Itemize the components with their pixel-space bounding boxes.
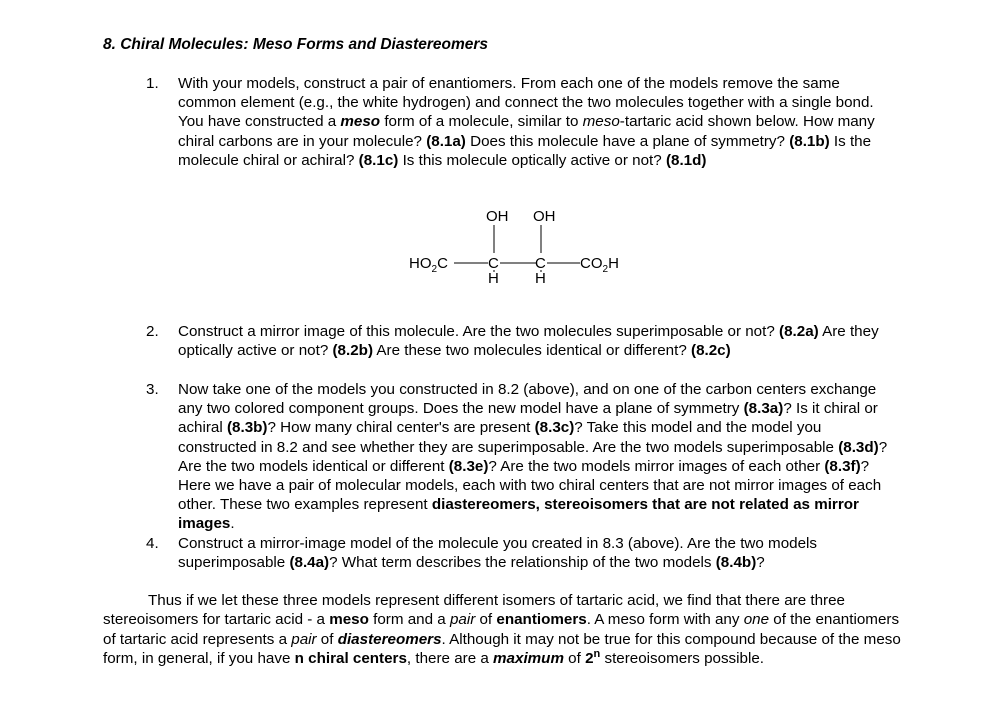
- meso-tartaric-acid-structure: [400, 200, 640, 290]
- carbon-left-label: C: [488, 255, 499, 272]
- section-title: 8. Chiral Molecules: Meso Forms and Diastereomers: [103, 36, 489, 53]
- item-text: Now take one of the models you constructed in 8.2 (above), and on one of the carbon centers exchange any two colored component groups. Does the new model have a plane of symmetry (8.3a)? Is it chiral or achiral (8.3b)? How many chiral center's are present (8.3c)? Take this model and the model you constructed in 8.2 and see whether they are superimposable. Are the two models superimposable (8.3d)? Are the two models identical or different (8.3e)? Are the two models mirror images of each other (8.3f)? Here we have a pair of molecular models, each with two chiral centers that are not mirror images of each other. These two examples represent diastereomers, stereoisomers that are not related as mirror images.: [178, 381, 888, 533]
- carbon-right-label: C: [535, 255, 546, 272]
- oh-left-label: OH: [486, 208, 509, 225]
- item-number: 2.: [146, 323, 159, 340]
- item-number: 4.: [146, 535, 159, 552]
- item-text: Construct a mirror-image model of the molecule you created in 8.3 (above). Are the two models superimposable (8.4a)? What term describes the relationship of the two models (8.4b)?: [178, 535, 818, 572]
- list-item-2: [146, 322, 896, 360]
- co2h-label: $CO_2H$: [580, 255, 619, 275]
- list-item-4: [146, 534, 896, 572]
- oh-right-label: OH: [533, 208, 556, 225]
- h-right-label: H: [535, 270, 546, 287]
- summary-paragraph: Thus if we let these three models represent different isomers of tartaric acid, we find that there are three stereoisomers for tartaric acid - a meso form and a pair of enantiomers. A meso form with any one of the enantiomers of tartaric acid represents a pair of diastereomers. Although it may not be true for this compound because of the meso form, in general, if you have n chiral centers, there are a maximum of 2$^n$ stereoisomers possible.: [103, 592, 901, 667]
- h-left-label: H: [488, 270, 499, 287]
- list-item-3: [146, 380, 896, 534]
- item-number: 1.: [146, 75, 159, 92]
- item-text: Construct a mirror image of this molecule. Are the two molecules superimposable or not? (8.2a) Are they optically active or not? (8.2b) Are these two molecules identical or different? (8.2c): [178, 323, 879, 360]
- list-item-1: [146, 74, 896, 170]
- ho2c-label: $HO_2C$: [409, 255, 448, 275]
- item-number: 3.: [146, 381, 159, 398]
- item-text: With your models, construct a pair of enantiomers. From each one of the models remove the same common element (e.g., the white hydrogen) and connect the two molecules together with a single bond. You have constructed a meso form of a molecule, similar to meso-tartaric acid shown below. How many chiral carbons are in your molecule? (8.1a) Does this molecule have a plane of symmetry? (8.1b) Is the molecule chiral or achiral? (8.1c) Is this molecule optically active or not? (8.1d): [178, 75, 875, 169]
